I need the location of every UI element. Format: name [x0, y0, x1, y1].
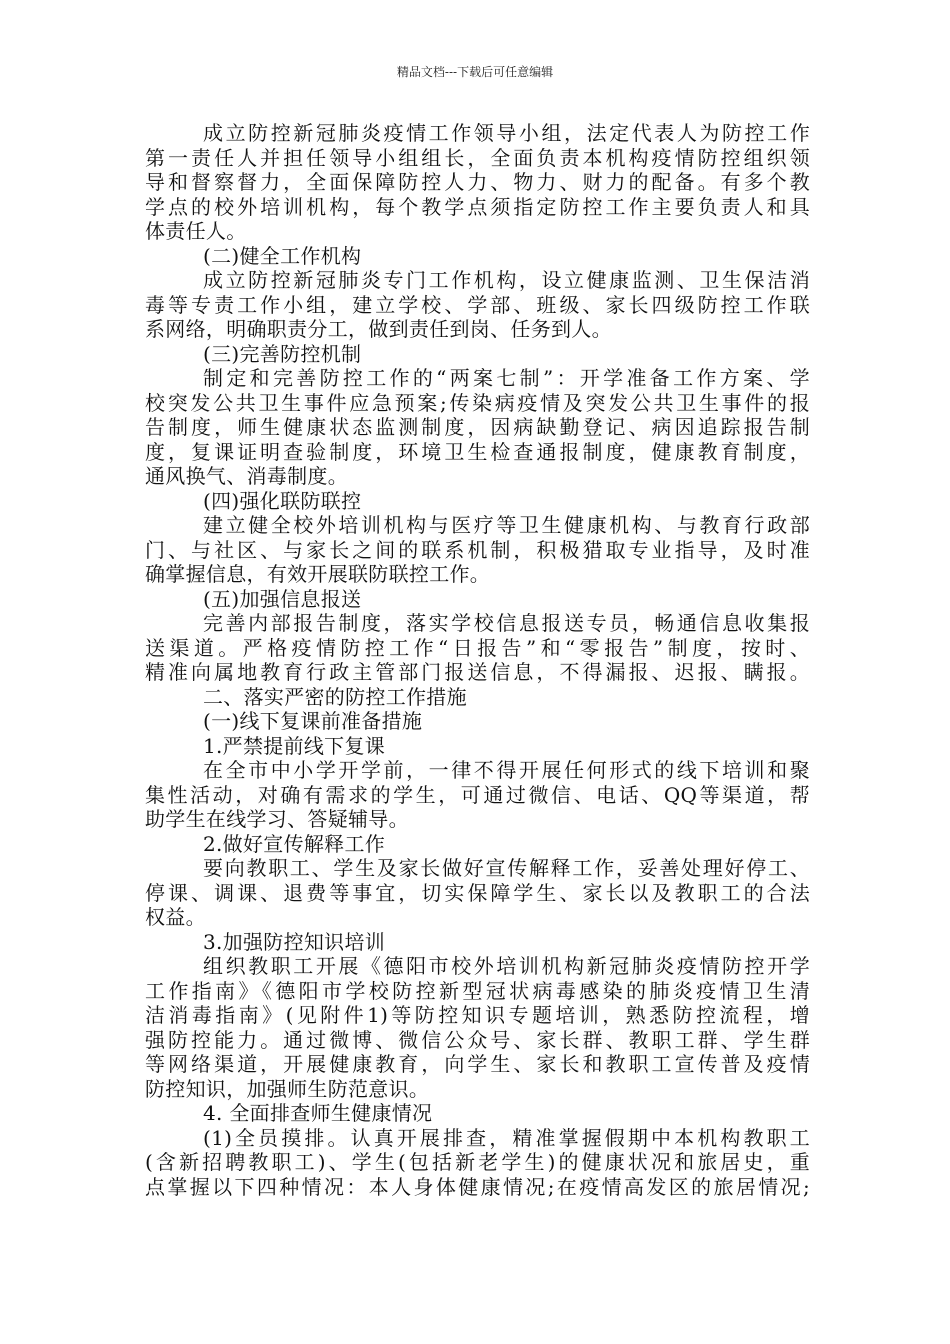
- text-line: 4. 全面排查师生健康情况: [203, 1101, 433, 1125]
- text-line: 2.做好宣传解释工作: [203, 831, 386, 856]
- text-line: 权益。: [145, 905, 206, 929]
- text-line: 制定和完善防控工作的“两案七制”：开学准备工作方案、学: [203, 366, 810, 390]
- text-line: 要向教职工、学生及家长做好宣传解释工作，妥善处理好停工、: [203, 856, 810, 880]
- text-line: (五)加强信息报送: [203, 586, 362, 611]
- text-line: 洁消毒指南》(见附件1)等防控知识专题培训，熟悉防控流程，增: [145, 1003, 810, 1027]
- text-line: 3.加强防控知识培训: [203, 929, 386, 954]
- text-line: 度，复课证明查验制度，环境卫生检查通报制度，健康教育制度，: [145, 439, 810, 464]
- page-header: 精品文档---下载后可任意编辑: [396, 65, 554, 79]
- text-line: 等网络渠道，开展健康教育，向学生、家长和教职工宣传普及疫情: [145, 1052, 810, 1076]
- text-line: 体责任人。: [145, 219, 247, 243]
- text-line: 成立防控新冠肺炎疫情工作领导小组，法定代表人为防控工作: [203, 121, 810, 145]
- text-line: 集性活动，对确有需求的学生，可通过微信、电话、QQ等渠道，帮: [145, 782, 810, 807]
- text-line: 告制度，师生健康状态监测制度，因病缺勤登记、病因追踪报告制: [145, 415, 810, 439]
- text-line: 点掌握以下四种情况：本人身体健康情况;在疫情高发区的旅居情况;: [145, 1174, 810, 1199]
- text-line: (四)强化联防联控: [203, 488, 362, 513]
- text-line: 二、落实严密的防控工作措施: [203, 684, 467, 709]
- text-line: 导和督察督力，全面保障防控人力、物力、财力的配备。有多个教: [145, 170, 810, 194]
- text-line: 工作指南》《德阳市学校防控新型冠状病毒感染的肺炎疫情卫生清: [145, 978, 810, 1003]
- text-line: 毒等专责工作小组，建立学校、学部、班级、家长四级防控工作联: [145, 292, 810, 317]
- text-line: 学点的校外培训机构，每个教学点须指定防控工作主要负责人和具: [145, 194, 810, 219]
- text-line: 完善内部报告制度，落实学校信息报送专员，畅通信息收集报: [203, 611, 810, 635]
- text-line: 确掌握信息，有效开展联防联控工作。: [145, 562, 491, 586]
- text-line: (含新招聘教职工)、学生(包括新老学生)的健康状况和旅居史，重: [145, 1150, 810, 1174]
- text-line: 第一责任人并担任领导小组组长，全面负责本机构疫情防控组织领: [145, 145, 810, 170]
- text-line: 强防控能力。通过微博、微信公众号、家长群、教职工群、学生群: [145, 1027, 810, 1052]
- text-line: (三)完善防控机制: [203, 341, 362, 366]
- text-line: 系网络，明确职责分工，做到责任到岗、任务到人。: [145, 317, 612, 341]
- text-line: 助学生在线学习、答疑辅导。: [145, 807, 409, 831]
- text-line: (1)全员摸排。认真开展排查，精准掌握假期中本机构教职工: [203, 1125, 810, 1150]
- text-line: 停课、调课、退费等事宜，切实保障学生、家长以及教职工的合法: [145, 880, 810, 905]
- text-line: 送渠道。严格疫情防控工作“日报告”和“零报告”制度，按时、: [145, 635, 810, 660]
- text-line: 精准向属地教育行政主管部门报送信息，不得漏报、迟报、瞒报。: [145, 660, 810, 684]
- text-line: 成立防控新冠肺炎专门工作机构，设立健康监测、卫生保洁消: [203, 268, 810, 292]
- text-line: (一)线下复课前准备措施: [203, 709, 423, 733]
- text-line: 门、与社区、与家长之间的联系机制，积极猎取专业指导，及时准: [145, 537, 810, 562]
- text-line: 校突发公共卫生事件应急预案;传染病疫情及突发公共卫生事件的报: [145, 390, 810, 415]
- text-line: 通风换气、消毒制度。: [145, 464, 348, 488]
- text-line: 1.严禁提前线下复课: [203, 733, 386, 758]
- text-line: 组织教职工开展《德阳市校外培训机构新冠肺炎疫情防控开学: [203, 954, 810, 978]
- document-body: [145, 121, 810, 1199]
- text-line: 在全市中小学开学前，一律不得开展任何形式的线下培训和聚: [203, 758, 810, 782]
- text-line: 建立健全校外培训机构与医疗等卫生健康机构、与教育行政部: [203, 513, 810, 537]
- text-line: 防控知识，加强师生防范意识。: [145, 1076, 430, 1101]
- text-line: (二)健全工作机构: [203, 243, 362, 268]
